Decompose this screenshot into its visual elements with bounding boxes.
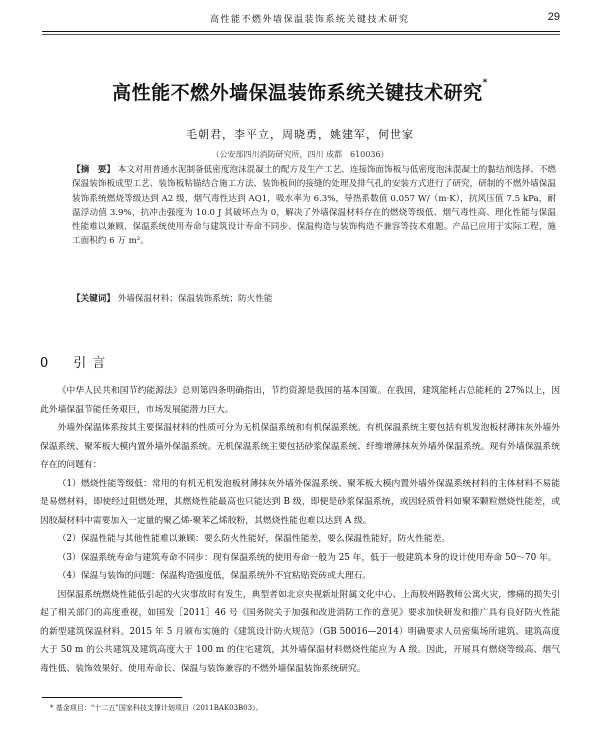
title-footnote-mark: *	[482, 78, 488, 88]
header-rule-thin	[42, 34, 560, 35]
authors: 毛朝君，李平立，周晓勇，姚建军，何世家	[186, 128, 414, 141]
page-number: 29	[547, 11, 560, 23]
body-paragraph: （2）保温性能与其他性能难以兼顾：要么防火性能好，保温性能差，要么保温性能好，防火性能差。	[57, 534, 451, 544]
abstract-label: 【摘 要】	[72, 165, 115, 175]
body-paragraph: （4）保温与装饰的问题：保温构造强度低，保温系统外不宜粘贴瓷砖或大理石。	[57, 571, 372, 581]
footnote-rule	[42, 697, 182, 698]
running-header	[40, 12, 560, 26]
body-paragraph: 外墙外保温体系按其主要保温材料的性质可分为无机保温系统和有机保温系统。有机保温系统主要包括有机发泡板材薄抹灰外墙外保温系统、聚苯板大模内置外墙外保温系统。无机保温系统主要包括砂浆保温系统、纤维增薄抹灰外墙外保温系统。现有外墙保温系统存在的问题有：	[40, 423, 560, 470]
affiliation: （公安部四川消防研究所，四川 成都 610036）	[211, 150, 389, 159]
keywords	[72, 292, 556, 304]
paper-title-text: 高性能不燃外墙保温装饰系统关键技术研究	[112, 82, 483, 104]
keywords-label: 【关键词】	[72, 294, 115, 304]
keywords-text: 外墙保温材料；保温装饰系统；防火性能	[117, 294, 273, 304]
section-number: 0	[40, 356, 55, 371]
running-header-title: 高性能不燃外墙保温装饰系统关键技术研究	[210, 15, 410, 25]
body-text	[40, 382, 560, 678]
body-paragraph: （3）保温系统寿命与建筑寿命不同步：现有保温系统的使用寿命一般为 25 年，低于一般建筑本身的设计使用寿命 50～70 年。	[57, 552, 557, 563]
body-paragraph: （1）燃烧性能等级低：常用的有机无机发泡板材薄抹灰外墙外保温系统、聚苯板大模内置外墙外保温系统材料的主体材料不易能是易燃材料，即使经过阻燃处理，其燃烧性能最高也只能达到 B 级，即便是砂浆保温系统，或因轻质骨料如聚苯颗粒燃烧性能差，或因胶凝材料中需要加入一定量的聚乙烯-聚苯乙烯胶粉，其燃烧性能也难以达到 A 级。	[40, 478, 560, 526]
footnote: * 基金项目：“十二五”国家科技支撑计划项目（2011BAK03B03）。	[50, 704, 263, 712]
body-paragraph: 因保温系统燃烧性能低引起的火灾事故时有发生，典型者如北京央视新址附属文化中心、上海胶州路教师公寓火灾，惨痛的损失引起了相关部门的高度重视，如国发［2011］46 号《国务院关于加强和改进消防工作的意见》要求加快研发和推广具有良好防火性能的新型建筑保温材料。2015 年 5 月颁布实施的《建筑设计防火规范》（GB 50016—2014）明确要求人员密集场所建筑、建筑高度大于 50 m 的公共建筑及建筑高度大于 100 m 的住宅建筑，其外墙保温材料燃烧性能应为 A 级。因此，开展具有燃烧等级高、烟气毒性低、装饰效果好、使用寿命长、保温与装饰兼容的不燃外墙保温装饰系统研究。	[40, 589, 560, 674]
section-heading	[40, 352, 111, 371]
abstract-text: 本文对用普通水泥制备低密度泡沫混凝土的配方及生产工艺、连接饰面饰板与低密度泡沫混凝土的黏结剂选择、不燃保温装饰板成型工艺、装饰板粘锚结合施工方法、装饰板间的接缝的处理及排气孔的安装方式进行了研究，研制的不燃外墙保温装饰系统燃烧等级达到 A2 级，烟气毒性达到 AQ1，吸水率为 6.3%，导热系数值 0.057 W/（m·K），抗风压值 7.5 kPa，耐温浮动值 3.9%，抗冲击强度为 10.0 J 其破坏点为 0，解决了外墙保温材料存在的燃烧等级低、烟气毒性高、理化性能与保温性能难以兼顾、保温系统使用寿命与建筑设计寿命不同步、保温构造与装饰构造不兼容等技术难题。产品已应用于实际工程，施工面积约 6 万 m²。	[72, 165, 557, 247]
paper-title	[40, 78, 560, 105]
section-title: 引言	[73, 356, 112, 371]
body-paragraph: 《中华人民共和国节约能源法》总则第四条明确指出，节约资源是我国的基本国策。在我国，建筑能耗占总能耗的 27%以上，因此外墙保温节能任务艰巨，市场发展能潜力巨大。	[40, 386, 560, 415]
abstract	[72, 163, 556, 249]
header-rule-thick	[42, 31, 560, 32]
